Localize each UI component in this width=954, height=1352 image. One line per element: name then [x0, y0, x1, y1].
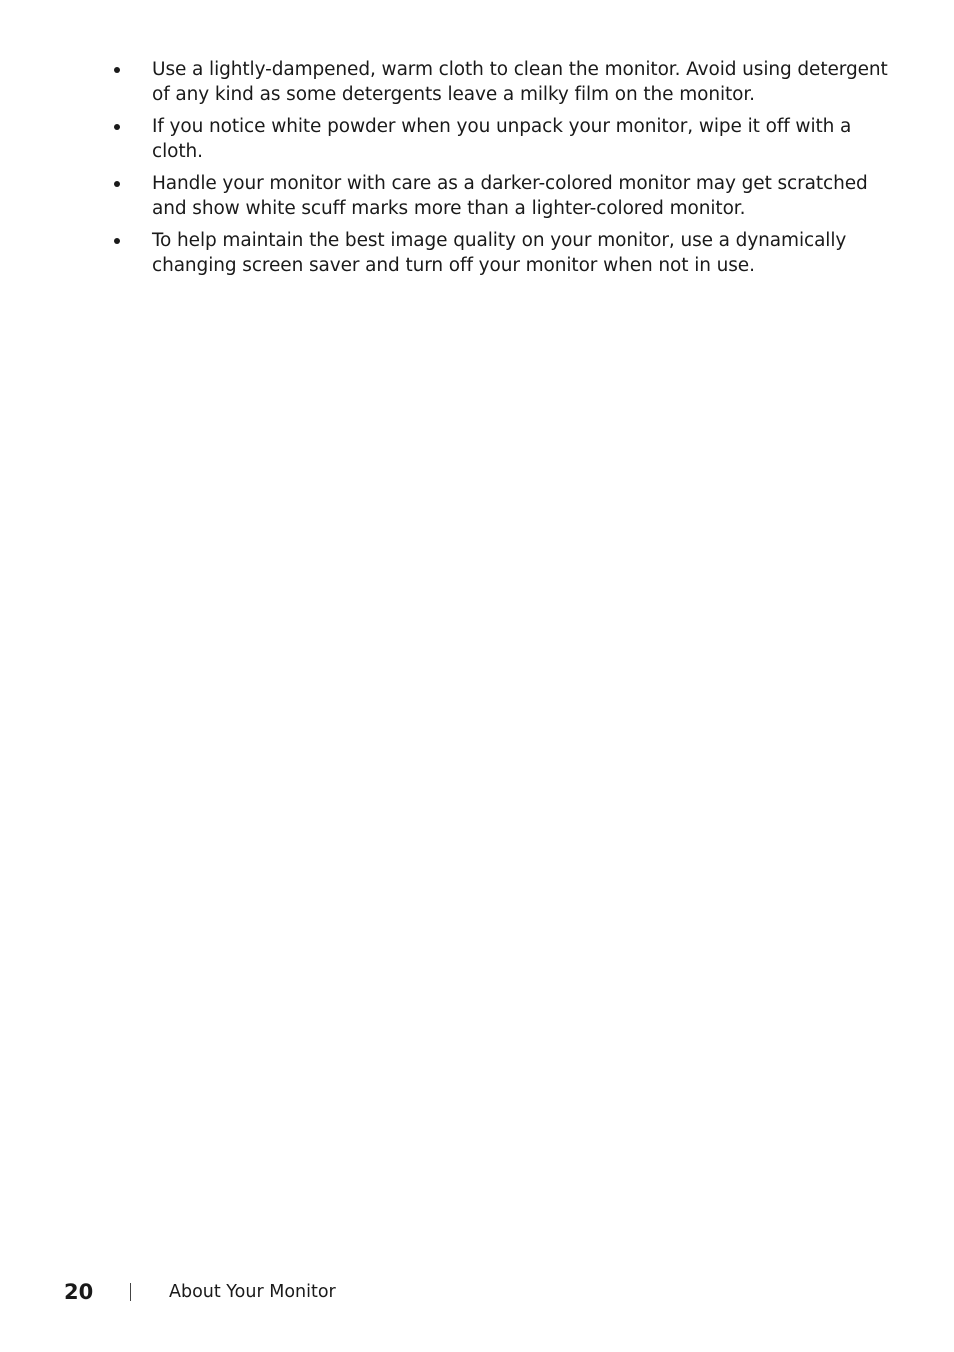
list-item: [112, 114, 902, 164]
page-number: 20: [64, 1280, 94, 1304]
page-footer: [64, 1276, 336, 1308]
bullet-icon: [114, 181, 120, 187]
list-item: [112, 57, 902, 107]
list-item-text: To help maintain the best image quality on your monitor, use a dynamically changing screen saver and turn off your monitor when not in use.: [152, 230, 847, 276]
bullet-icon: [114, 238, 120, 244]
care-instructions-list: [112, 57, 902, 285]
list-item-text: Use a lightly-dampened, warm cloth to clean the monitor. Avoid using detergent of any kind as some detergents leave a milky film on the monitor.: [152, 59, 888, 105]
list-item-text: Handle your monitor with care as a darker-colored monitor may get scratched and show white scuff marks more than a lighter-colored monitor.: [152, 173, 868, 219]
footer-divider: [130, 1283, 131, 1301]
footer-section-title: About Your Monitor: [169, 1282, 336, 1302]
bullet-icon: [114, 67, 120, 73]
bullet-icon: [114, 124, 120, 130]
list-item: [112, 228, 902, 278]
list-item-text: If you notice white powder when you unpack your monitor, wipe it off with a cloth.: [152, 116, 852, 162]
list-item: [112, 171, 902, 221]
